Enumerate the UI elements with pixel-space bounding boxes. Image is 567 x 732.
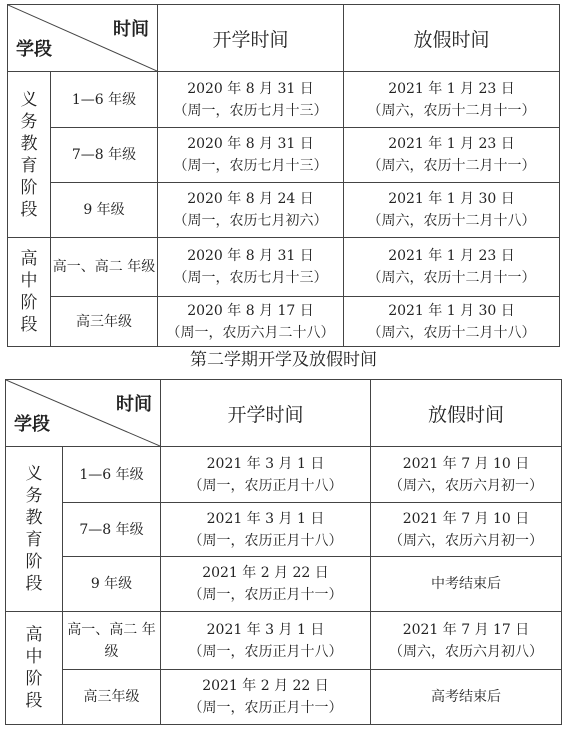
grade-cell: 1—6 年级	[63, 447, 161, 503]
header-corner-cell	[6, 380, 161, 447]
start-cell: 2020 年 8 月 31 日 （周一，农历七月十三）	[158, 72, 344, 128]
start-cell: 2021 年 3 月 1 日 （周一，农历正月十八）	[161, 503, 371, 557]
column-header-holiday: 放假时间	[344, 5, 560, 72]
start-cell: 2020 年 8 月 31 日 （周一，农历七月十三）	[158, 128, 344, 183]
holiday-cell: 2021 年 7 月 10 日 （周六，农历六月初一）	[371, 503, 562, 557]
holiday-cell: 2021 年 1 月 23 日 （周六，农历十二月十一）	[344, 238, 560, 297]
grade-cell: 高一、高二 年级	[51, 238, 158, 297]
stage-compulsory: 义 务 教 育 阶 段	[8, 72, 51, 238]
start-cell: 2020 年 8 月 24 日 （周一，农历七月初六）	[158, 183, 344, 238]
grade-cell: 1—6 年级	[51, 72, 158, 128]
holiday-cell: 2021 年 7 月 10 日 （周六，农历六月初一）	[371, 447, 562, 503]
grade-cell: 7—8 年级	[51, 128, 158, 183]
start-cell: 2021 年 3 月 1 日 （周一，农历正月十八）	[161, 612, 371, 670]
first-semester-table	[7, 4, 560, 347]
holiday-cell: 高考结束后	[371, 670, 562, 725]
column-header-start: 开学时间	[158, 5, 344, 72]
start-cell: 2021 年 2 月 22 日 （周一，农历正月十一）	[161, 670, 371, 725]
column-header-holiday: 放假时间	[371, 380, 562, 447]
holiday-cell: 2021 年 1 月 30 日 （周六，农历十二月十八）	[344, 297, 560, 347]
second-semester-subtitle: 第二学期开学及放假时间	[190, 350, 377, 370]
start-cell: 2021 年 3 月 1 日 （周一，农历正月十八）	[161, 447, 371, 503]
holiday-cell: 2021 年 7 月 17 日 （周六，农历六月初八）	[371, 612, 562, 670]
column-header-start: 开学时间	[161, 380, 371, 447]
grade-cell: 7—8 年级	[63, 503, 161, 557]
holiday-cell: 2021 年 1 月 23 日 （周六，农历十二月十一）	[344, 72, 560, 128]
stage-senior-high: 高 中 阶 段	[8, 238, 51, 347]
header-corner-cell	[8, 5, 158, 72]
grade-cell: 9 年级	[51, 183, 158, 238]
corner-stage-label: 学段	[14, 414, 50, 435]
holiday-cell: 2021 年 1 月 30 日 （周六，农历十二月十八）	[344, 183, 560, 238]
grade-cell: 高一、高二 年级	[63, 612, 161, 670]
grade-cell: 高三年级	[63, 670, 161, 725]
start-cell: 2021 年 2 月 22 日 （周一，农历正月十一）	[161, 557, 371, 612]
start-cell: 2020 年 8 月 31 日 （周一，农历七月十三）	[158, 238, 344, 297]
start-cell: 2020 年 8 月 17 日 （周一，农历六月二十八）	[158, 297, 344, 347]
holiday-cell: 中考结束后	[371, 557, 562, 612]
stage-senior-high: 高 中 阶 段	[6, 612, 63, 725]
corner-stage-label: 学段	[16, 39, 52, 60]
corner-time-label: 时间	[113, 19, 149, 40]
holiday-cell: 2021 年 1 月 23 日 （周六，农历十二月十一）	[344, 128, 560, 183]
grade-cell: 9 年级	[63, 557, 161, 612]
grade-cell: 高三年级	[51, 297, 158, 347]
corner-time-label: 时间	[116, 394, 152, 415]
second-semester-table	[5, 379, 562, 725]
stage-compulsory: 义 务 教 育 阶 段	[6, 447, 63, 612]
